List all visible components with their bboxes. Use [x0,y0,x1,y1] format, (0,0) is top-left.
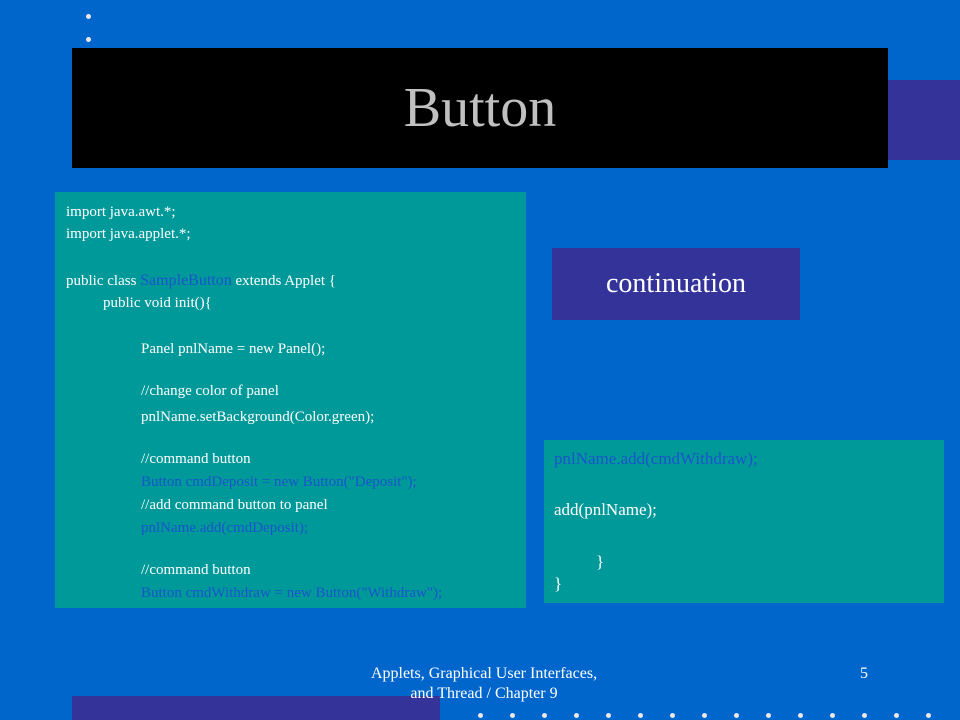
bullet-dot-icon [798,713,803,718]
bullet-dot-icon [606,713,611,718]
code-line: Button cmdWithdraw = new Button("Withdraw"); [141,585,443,601]
bullet-dot-icon [862,713,867,718]
code-line: Panel pnlName = new Panel(); [141,341,326,357]
bullet-dot-icon [926,713,931,718]
code-text: extends Applet { [231,273,336,289]
code-line: } [554,574,563,593]
footer-line: and Thread / Chapter 9 [410,685,558,702]
bullet-dot-icon [830,713,835,718]
bullet-dot-icon [638,713,643,718]
code-line: //command button [141,562,251,578]
code-line: import java.awt.*; [66,204,176,220]
code-line: Button cmdDeposit = new Button("Deposit"); [141,474,417,490]
code-box-continued [544,440,944,603]
code-line: //add command button to panel [141,497,328,513]
code-line [66,272,336,290]
title-bar [72,48,888,168]
code-line: add(pnlName); [554,500,657,519]
footer [296,664,672,704]
code-line: import java.applet.*; [66,226,191,242]
continuation-text: continuation [606,268,746,299]
continuation-label [552,248,800,320]
code-line: pnlName.add(cmdWithdraw); [554,449,758,468]
code-box-main [55,192,526,608]
bullet-dot-icon [86,37,91,42]
bullet-dot-icon [542,713,547,718]
footer-line: Applets, Graphical User Interfaces, [370,665,598,682]
class-name-highlight: SampleButton [140,272,232,289]
code-line: //change color of panel [141,383,279,399]
code-line: pnlName.add(cmdDeposit); [141,520,309,536]
bullet-dot-icon [894,713,899,718]
code-line: public void init(){ [103,295,212,311]
code-line: } [596,552,605,571]
slide-title: Button [403,77,557,139]
bullet-dot-icon [510,713,515,718]
bullet-dot-icon [702,713,707,718]
bullet-dot-icon [86,14,91,19]
code-text: public class [66,273,141,289]
bullet-dot-icon [478,713,483,718]
bullet-dot-icon [670,713,675,718]
accent-block-right [888,80,960,160]
bullet-dot-icon [574,713,579,718]
code-line: //command button [141,451,251,467]
bullet-dot-icon [766,713,771,718]
code-line: pnlName.setBackground(Color.green); [141,409,375,425]
bullet-dot-icon [734,713,739,718]
page-number: 5 [860,665,868,682]
